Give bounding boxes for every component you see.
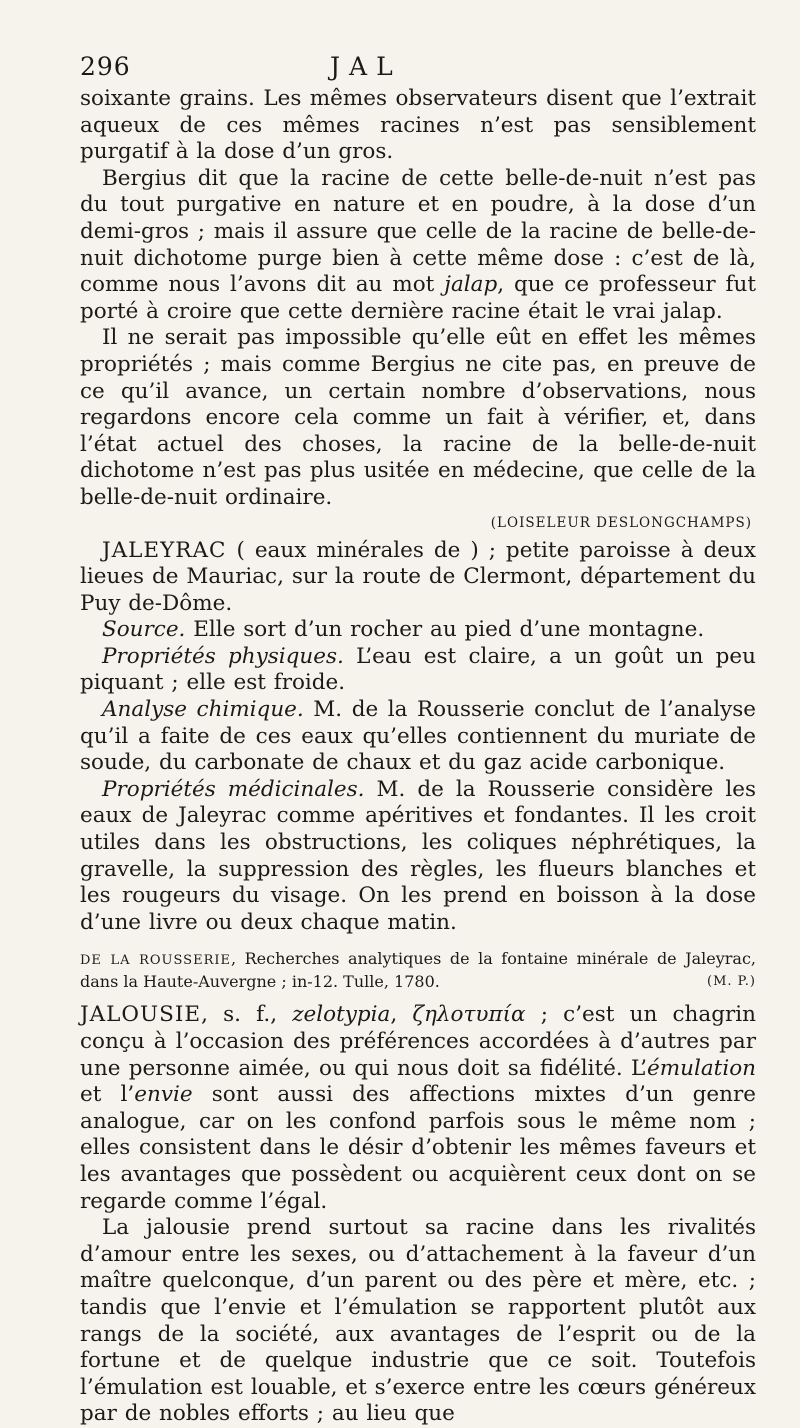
paragraph-chemical-analysis <box>80 697 756 777</box>
entry-text: ; c’est un chagrin conçu à l’occasion des préférences accordées à d’autres par une personne aimée, ou qui nous doit sa fidélité. L’ <box>80 1002 756 1081</box>
italic-term: jalap <box>444 272 498 298</box>
entry-text: et l’ <box>80 1082 135 1108</box>
paragraph-medicinal-properties <box>80 777 756 937</box>
section-label: Propriétés physiques. <box>102 643 344 669</box>
entry-jaleyrac <box>80 538 756 618</box>
entry-headword: JALOUSIE <box>80 1002 202 1028</box>
section-text: Elle sort d’un rocher au pied d’une montagne. <box>185 617 705 643</box>
page-header <box>80 52 756 86</box>
italic-term: envie <box>134 1082 193 1108</box>
section-text: M. de la Rousserie conclut de l’analyse qu’il a faite de ces eaux qu’elles contiennent du muriate de soude, du carbonate de chaux et du gaz acide carbonique. <box>80 697 756 776</box>
page-body <box>80 86 756 1428</box>
paragraph-jalousie-continued: La jalousie prend surtout sa racine dans les rivalités d’amour entre les sexes, ou d’attachement à la faveur d’un maître quelconque, d’un parent ou des père et mère, etc. ; tandis que l’envie et l’émulation se rapportent plutôt aux rangs de la société, aux avantages de l’esprit ou de la fortune et de quelque industrie que ce soit. Toutefois l’émulation est louable, et s’exerce entre les cœurs généreux par de nobles efforts ; au lieu que <box>80 1215 756 1427</box>
entry-headword: JALEYRAC <box>102 537 227 563</box>
text-run: Bergius dit que la racine de cette belle-de-nuit n’est pas du tout purgative en nature et en poudre, à la dose d’un demi-gros ; mais il assure que celle de la racine de belle-de-nuit dichotome purge bien à cette même dose : c’est de là, comme nous l’avons dit au mot <box>80 165 756 298</box>
biblio-text: , Recherches analytiques de la fontaine minérale de Jaleyrac, dans la Haute-Auvergne ; in-12. Tulle, 1780. <box>80 949 756 992</box>
biblio-author: DE LA ROUSSERIE <box>80 953 231 969</box>
entry-jalousie <box>80 1002 756 1215</box>
section-label: Propriétés médicinales. <box>102 776 365 802</box>
bibliography-note <box>80 948 756 992</box>
section-label: Analyse chimique. <box>102 697 304 723</box>
entry-pos: , s. f., <box>201 1002 293 1028</box>
paragraph-physical-properties <box>80 644 756 697</box>
paragraph-proprietes: Il ne serait pas impossible qu’elle eût en effet les mêmes propriétés ; mais comme Bergius ne cite pas, en preuve de ce qu’il avance, un certain nombre d’observations, nous regardons encore cela comme un fait à vérifier, et, dans l’état actuel des choses, la racine de la belle-de-nuit dichotome n’est pas plus usitée en médecine, que celle de la belle-de-nuit ordinaire. <box>80 325 756 510</box>
italic-term: émulation <box>647 1055 756 1081</box>
page-number: 296 <box>80 52 131 81</box>
entry-text: sont aussi des affections mixtes d’un genre analogue, car on les confond parfois sous le même nom ; elles consistent dans le désir d’obtenir les mêmes faveurs et les avantages que possèdent ou acquièrent ceux dont on se regarde comme l’égal. <box>80 1082 756 1214</box>
greek-term: ζηλοτυπία <box>412 1002 526 1028</box>
biblio-initials: (M. P.) <box>707 974 756 990</box>
paragraph-source <box>80 617 756 644</box>
entry-text: ( eaux minérales de ) ; petite paroisse à deux lieues de Mauriac, sur la route de Clermont, département du Puy de-Dôme. <box>80 537 756 616</box>
paragraph-bergius <box>80 166 756 326</box>
section-label: Source. <box>102 617 186 643</box>
author-signature: (LOISELEUR DESLONGCHAMPS) <box>490 514 752 531</box>
section-text: L’eau est claire, a un goût un peu piquant ; elle est froide. <box>80 643 756 696</box>
paragraph-continuation: soixante grains. Les mêmes observateurs disent que l’extrait aqueux de ces mêmes racines n’est pas sensiblement purgatif à la dose d’un gros. <box>80 86 756 165</box>
latin-term: zelotypia <box>292 1002 391 1028</box>
section-text: M. de la Rousserie considère les eaux de Jaleyrac comme apéritives et fondantes. Il les croit utiles dans les obstructions, les coliques néphrétiques, la gravelle, la suppression des règles, les flueurs blanches et les rougeurs du visage. On les prend en boisson à la dose d’une livre ou deux chaque matin. <box>80 776 756 935</box>
text-run: , que ce professeur fut porté à croire que cette dernière racine était le vrai jalap. <box>80 272 756 324</box>
running-title: JAL <box>330 52 402 81</box>
separator: , <box>390 1002 413 1028</box>
